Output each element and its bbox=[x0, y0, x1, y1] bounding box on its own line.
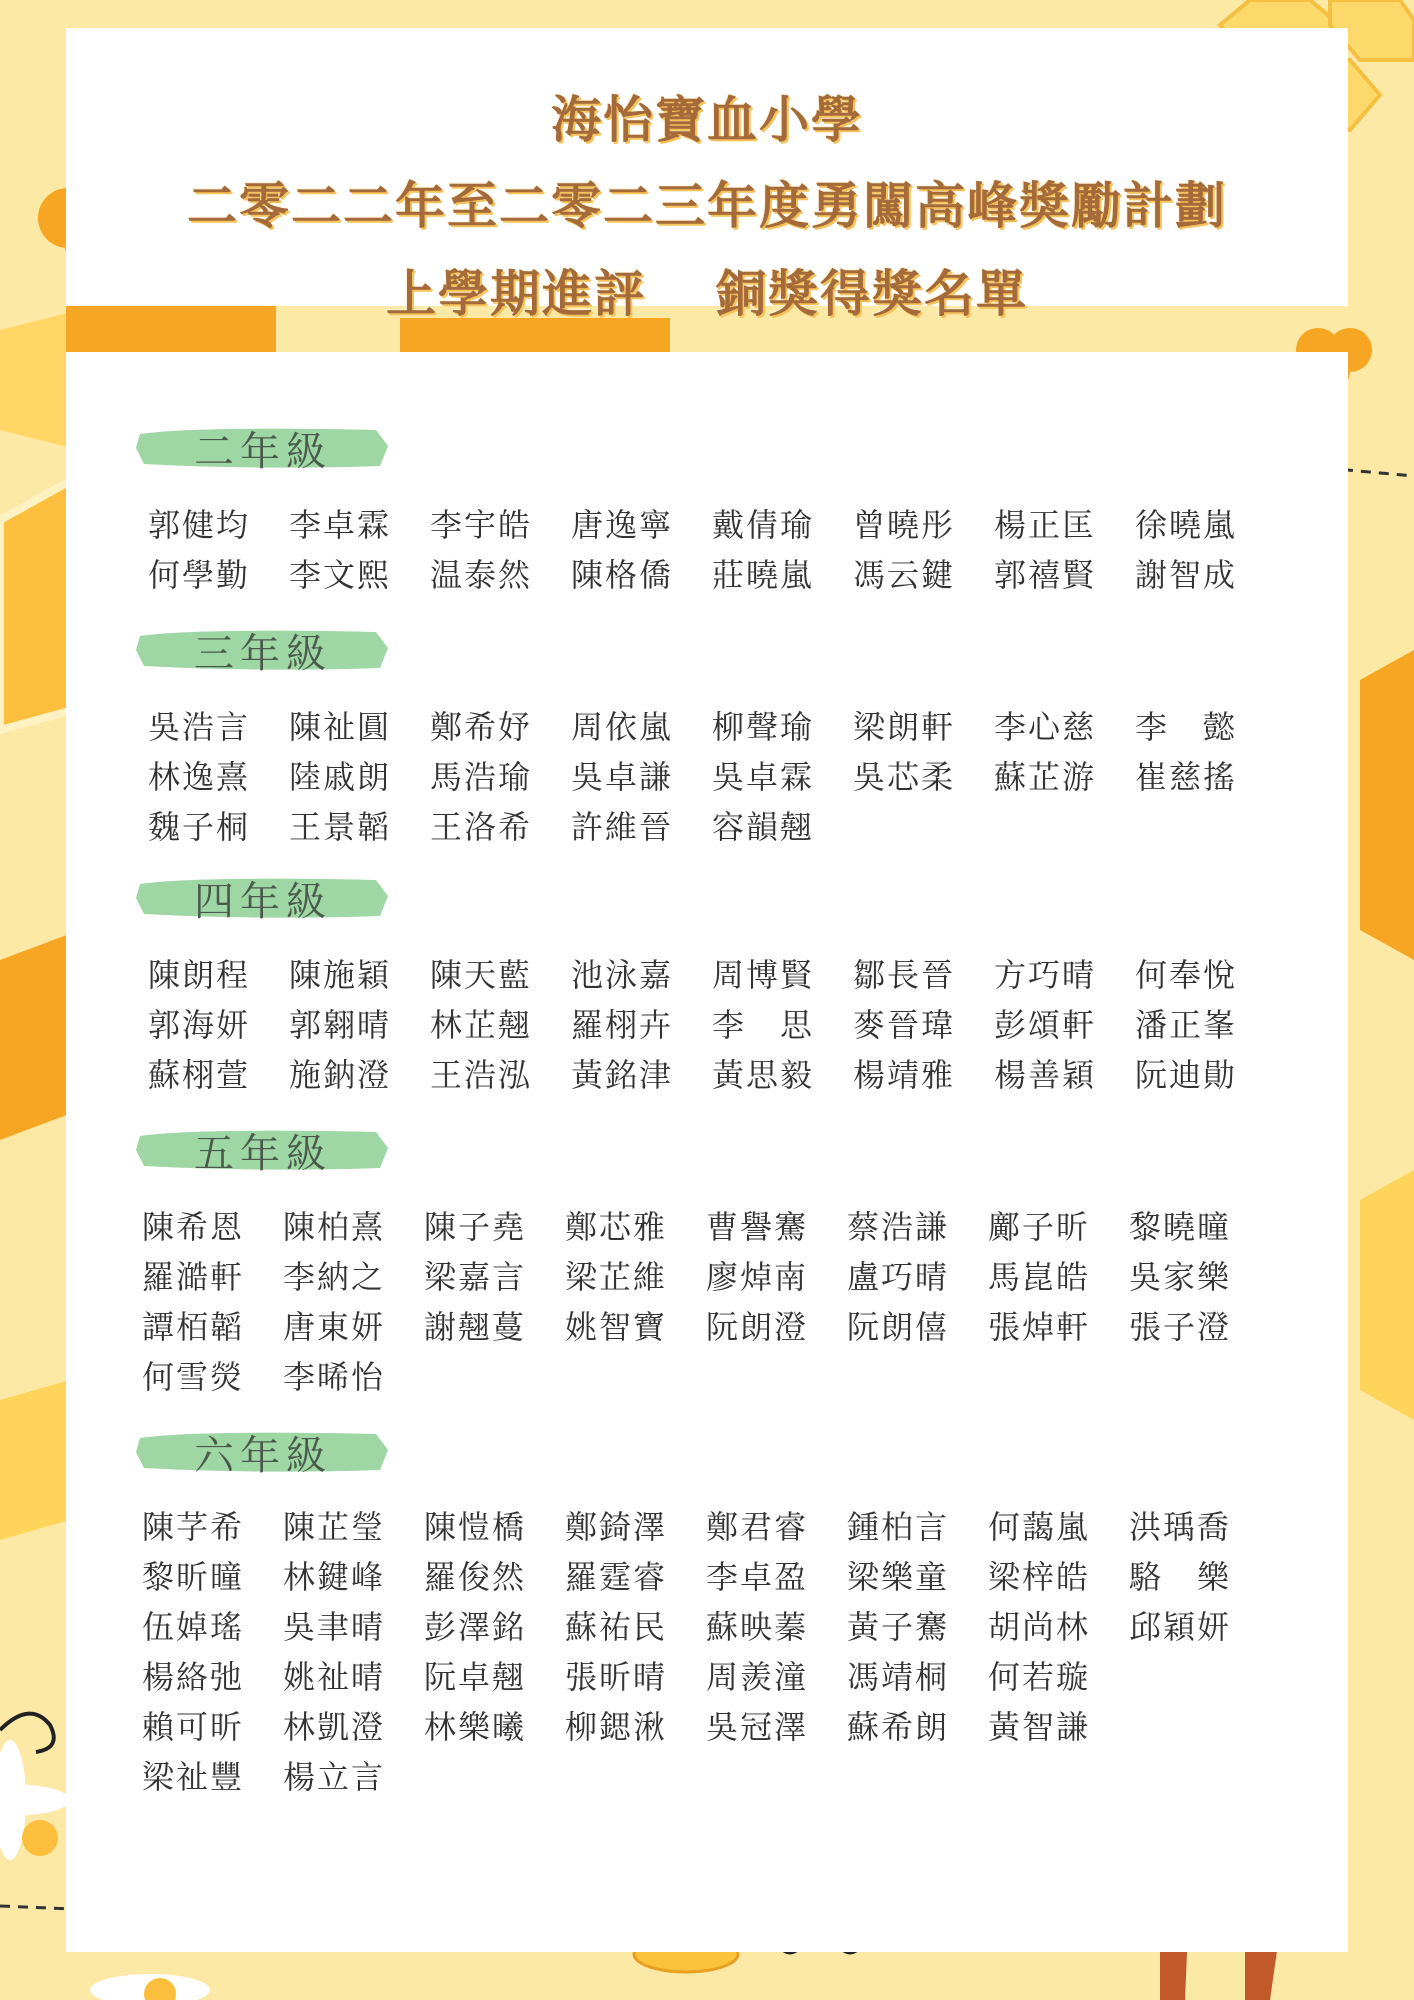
student-name: 梁祉豐 bbox=[142, 1758, 245, 1796]
award-list-panel bbox=[66, 352, 1348, 1952]
student-name: 姚智寶 bbox=[565, 1308, 668, 1346]
student-name: 吳卓謙 bbox=[571, 758, 674, 796]
program-title: 二零二二年至二零二三年度勇闖高峰獎勵計劃 bbox=[187, 177, 1227, 235]
student-name: 蘇栩萱 bbox=[148, 1056, 251, 1094]
student-name: 黎昕曈 bbox=[142, 1558, 245, 1596]
student-name: 吳家樂 bbox=[1129, 1258, 1232, 1296]
student-name: 鄭君睿 bbox=[706, 1508, 809, 1546]
student-name: 林凱澄 bbox=[283, 1708, 386, 1746]
student-name: 柳聲瑜 bbox=[712, 708, 815, 746]
student-name: 梁嘉言 bbox=[424, 1258, 527, 1296]
student-name: 羅霆睿 bbox=[565, 1558, 668, 1596]
student-name: 曹譽騫 bbox=[706, 1208, 809, 1246]
student-name: 張焯軒 bbox=[988, 1308, 1091, 1346]
student-name: 吳聿晴 bbox=[283, 1608, 386, 1646]
student-name: 陳天藍 bbox=[430, 956, 533, 994]
student-name: 羅俊然 bbox=[424, 1558, 527, 1596]
student-name: 戴倩瑜 bbox=[712, 506, 815, 544]
student-name: 李心慈 bbox=[994, 708, 1097, 746]
student-name: 魏子桐 bbox=[148, 808, 251, 846]
student-name: 黃思毅 bbox=[712, 1056, 815, 1094]
student-name: 李卓盈 bbox=[706, 1558, 809, 1596]
student-name: 黎曉曈 bbox=[1129, 1208, 1232, 1246]
grade-label: 二年級 bbox=[194, 429, 332, 475]
student-name: 楊立言 bbox=[283, 1758, 386, 1796]
award-list-title: 銅獎得獎名單 bbox=[716, 265, 1028, 323]
student-name: 林芷翹 bbox=[430, 1006, 533, 1044]
student-name: 楊絡弛 bbox=[142, 1658, 245, 1696]
student-name: 鍾柏言 bbox=[847, 1508, 950, 1546]
student-name: 阮迪勛 bbox=[1135, 1056, 1238, 1094]
student-name: 伍婥瑤 bbox=[142, 1608, 245, 1646]
student-name: 楊正匡 bbox=[994, 506, 1097, 544]
student-name: 胡尚林 bbox=[988, 1608, 1091, 1646]
student-name: 鄭希妤 bbox=[430, 708, 533, 746]
student-name: 李宇皓 bbox=[430, 506, 533, 544]
grade-label: 五年級 bbox=[194, 1131, 332, 1177]
student-name: 阮朗澄 bbox=[706, 1308, 809, 1346]
student-name: 吳浩言 bbox=[148, 708, 251, 746]
student-name: 馬浩瑜 bbox=[430, 758, 533, 796]
student-name: 吳冠澤 bbox=[706, 1708, 809, 1746]
student-name: 鄺子昕 bbox=[988, 1208, 1091, 1246]
grade-4-heading bbox=[136, 870, 388, 925]
grade-5-heading bbox=[136, 1122, 388, 1177]
student-name: 洪瑀喬 bbox=[1129, 1508, 1232, 1546]
student-name: 王景韜 bbox=[289, 808, 392, 846]
student-name: 王浩泓 bbox=[430, 1056, 533, 1094]
student-name: 蘇希朗 bbox=[847, 1708, 950, 1746]
student-name: 梁芷維 bbox=[565, 1258, 668, 1296]
student-name: 何藹嵐 bbox=[988, 1508, 1091, 1546]
student-name: 邱穎妍 bbox=[1129, 1608, 1232, 1646]
grade-2-heading bbox=[136, 420, 388, 475]
grade-label: 三年級 bbox=[194, 631, 332, 677]
student-name: 李納之 bbox=[283, 1258, 386, 1296]
student-name: 郭翱晴 bbox=[289, 1006, 392, 1044]
student-name: 張昕晴 bbox=[565, 1658, 668, 1696]
student-name: 陳柏熹 bbox=[283, 1208, 386, 1246]
student-name: 黃子騫 bbox=[847, 1608, 950, 1646]
student-name: 林樂曦 bbox=[424, 1708, 527, 1746]
student-name: 柳鍶湫 bbox=[565, 1708, 668, 1746]
student-name: 陳芷瑩 bbox=[283, 1508, 386, 1546]
student-name: 駱 樂 bbox=[1129, 1558, 1232, 1596]
student-name: 張子澄 bbox=[1129, 1308, 1232, 1346]
grade-label: 四年級 bbox=[194, 879, 332, 925]
student-name: 何學勤 bbox=[148, 556, 251, 594]
student-name: 李 思 bbox=[712, 1006, 815, 1044]
student-name: 姚祉晴 bbox=[283, 1658, 386, 1696]
student-name: 郭禧賢 bbox=[994, 556, 1097, 594]
student-name: 方巧晴 bbox=[994, 956, 1097, 994]
student-name: 王洛希 bbox=[430, 808, 533, 846]
student-name: 周依嵐 bbox=[571, 708, 674, 746]
student-name: 黃銘津 bbox=[571, 1056, 674, 1094]
student-name: 馮靖桐 bbox=[847, 1658, 950, 1696]
student-name: 謝智成 bbox=[1135, 556, 1238, 594]
student-name: 陸戚朗 bbox=[289, 758, 392, 796]
student-name: 周羨潼 bbox=[706, 1658, 809, 1696]
student-name: 唐東妍 bbox=[283, 1308, 386, 1346]
student-name: 羅澔軒 bbox=[142, 1258, 245, 1296]
student-name: 蘇映蓁 bbox=[706, 1608, 809, 1646]
student-name: 李晞怡 bbox=[283, 1358, 386, 1396]
student-name: 郭健均 bbox=[148, 506, 251, 544]
student-name: 唐逸寧 bbox=[571, 506, 674, 544]
student-name: 徐曉嵐 bbox=[1135, 506, 1238, 544]
grade-6-heading bbox=[136, 1424, 388, 1479]
student-name: 陳格僑 bbox=[571, 556, 674, 594]
student-name: 林鍵峰 bbox=[283, 1558, 386, 1596]
student-name: 譚栢韜 bbox=[142, 1308, 245, 1346]
assessment-period: 上學期進評 bbox=[386, 265, 646, 323]
award-subtitle bbox=[66, 254, 1348, 326]
student-name: 陳朗程 bbox=[148, 956, 251, 994]
student-name: 彭澤銘 bbox=[424, 1608, 527, 1646]
student-name: 李卓霖 bbox=[289, 506, 392, 544]
student-name: 盧巧晴 bbox=[847, 1258, 950, 1296]
student-name: 何若璇 bbox=[988, 1658, 1091, 1696]
student-name: 鄭錡澤 bbox=[565, 1508, 668, 1546]
student-name: 蔡浩謙 bbox=[847, 1208, 950, 1246]
student-name: 陳芓希 bbox=[142, 1508, 245, 1546]
header-panel bbox=[66, 28, 1348, 323]
student-name: 蘇祐民 bbox=[565, 1608, 668, 1646]
student-name: 鄒長晉 bbox=[853, 956, 956, 994]
student-name: 陳希恩 bbox=[142, 1208, 245, 1246]
student-name: 謝翹蔓 bbox=[424, 1308, 527, 1346]
student-name: 李文熙 bbox=[289, 556, 392, 594]
student-name: 李 懿 bbox=[1135, 708, 1238, 746]
student-name: 周博賢 bbox=[712, 956, 815, 994]
student-name: 梁梓皓 bbox=[988, 1558, 1091, 1596]
grade-label: 六年級 bbox=[194, 1433, 332, 1479]
student-name: 施鈉澄 bbox=[289, 1056, 392, 1094]
student-name: 馮云鍵 bbox=[853, 556, 956, 594]
student-name: 郭海妍 bbox=[148, 1006, 251, 1044]
student-name: 梁樂童 bbox=[847, 1558, 950, 1596]
student-name: 廖焯南 bbox=[706, 1258, 809, 1296]
student-name: 馬崑皓 bbox=[988, 1258, 1091, 1296]
student-name: 楊善穎 bbox=[994, 1056, 1097, 1094]
student-name: 鄭芯雅 bbox=[565, 1208, 668, 1246]
student-name: 曾曉彤 bbox=[853, 506, 956, 544]
student-name: 楊靖雅 bbox=[853, 1056, 956, 1094]
student-name: 彭頌軒 bbox=[994, 1006, 1097, 1044]
student-name: 何奉悅 bbox=[1135, 956, 1238, 994]
student-name: 吳卓霖 bbox=[712, 758, 815, 796]
student-name: 麥晉瑋 bbox=[853, 1006, 956, 1044]
student-name: 容韻翹 bbox=[712, 808, 815, 846]
student-name: 賴可昕 bbox=[142, 1708, 245, 1746]
student-name: 陳愷橋 bbox=[424, 1508, 527, 1546]
student-name: 阮朗僖 bbox=[847, 1308, 950, 1346]
student-name: 潘正峯 bbox=[1135, 1006, 1238, 1044]
school-name: 海怡寶血小學 bbox=[551, 91, 863, 149]
student-name: 池泳嘉 bbox=[571, 956, 674, 994]
student-name: 温泰然 bbox=[430, 556, 533, 594]
student-name: 陳施穎 bbox=[289, 956, 392, 994]
student-name: 崔慈搖 bbox=[1135, 758, 1238, 796]
grade-3-heading bbox=[136, 622, 388, 677]
student-name: 莊曉嵐 bbox=[712, 556, 815, 594]
student-name: 阮卓翹 bbox=[424, 1658, 527, 1696]
student-name: 許維晉 bbox=[571, 808, 674, 846]
student-name: 林逸熹 bbox=[148, 758, 251, 796]
student-name: 黃智謙 bbox=[988, 1708, 1091, 1746]
student-name: 吳芯柔 bbox=[853, 758, 956, 796]
student-name: 蘇芷游 bbox=[994, 758, 1097, 796]
student-name: 何雪熒 bbox=[142, 1358, 245, 1396]
student-name: 羅栩卉 bbox=[571, 1006, 674, 1044]
student-name: 陳祉圓 bbox=[289, 708, 392, 746]
student-name: 梁朗軒 bbox=[853, 708, 956, 746]
student-name: 陳子堯 bbox=[424, 1208, 527, 1246]
